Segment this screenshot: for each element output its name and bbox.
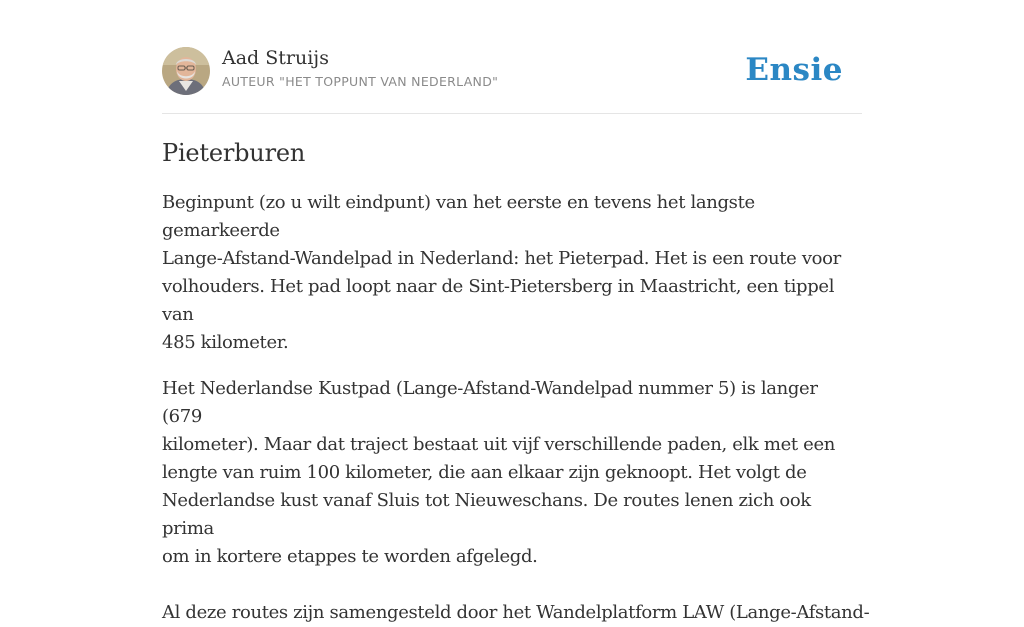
article-paragraph: Het Nederlandse Kustpad (Lange-Afstand-Wandelpad nummer 5) is langer (679 kilometer). Maar dat traject bestaat uit vijf verschillende paden, elk met een lengte van ruim 100 kilometer, die aan elkaar zijn geknoopt. Het volgt de Nederlandse kust vanaf Sluis tot Nieuweschans. De routes lenen zich ook prima om in kortere etappes te worden afgelegd. [162, 378, 835, 567]
author-role: AUTEUR "HET TOPPUNT VAN NEDERLAND" [222, 74, 499, 89]
article-title: Pieterburen [162, 139, 306, 167]
author-header [162, 46, 862, 96]
article-paragraph: Beginpunt (zo u wilt eindpunt) van het eerste en tevens het langste gemarkeerde Lange-Afstand-Wandelpad in Nederland: het Pieterpad. Het is een route voor volhouders. Het pad loopt naar de Sint-Pietersberg in Maastricht, een tippel van 485 kilometer. [162, 192, 841, 353]
article-content [162, 136, 870, 627]
author-name[interactable]: Aad Struijs [222, 47, 329, 69]
header-divider [162, 113, 862, 114]
site-logo[interactable]: Ensie [745, 52, 843, 88]
article-paragraph: Al deze routes zijn samengesteld door het Wandelplatform LAW (Lange-Afstand- [162, 602, 870, 623]
author-avatar[interactable] [162, 47, 210, 95]
